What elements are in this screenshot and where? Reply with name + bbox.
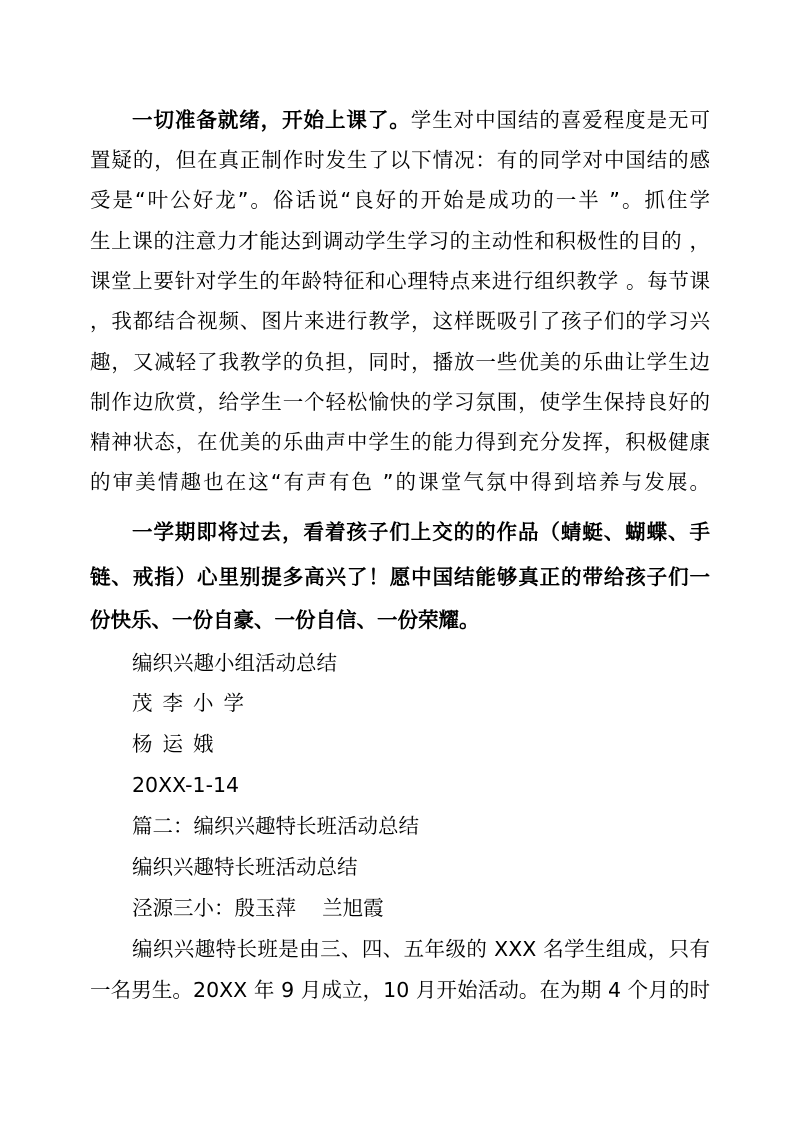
paragraph1-line-7: 趣，又减轻了我教学的负担，同时，播放一些优美的乐曲让学生边: [90, 350, 710, 374]
paragraph1-line-5: 课堂上要针对学生的年龄特征和心理特点来进行组织教学 。每节课: [90, 269, 710, 293]
paragraph1-line-1-rest: 学生对中国结的喜爱程度是无可: [410, 108, 710, 132]
paragraph1-line-10: 的审美情趣也在这“有声有色 ”的课堂气氛中得到培养与发展。: [90, 470, 710, 494]
section2-line-2: 一名男生。20XX 年 9 月成立，10 月开始活动。在为期 4 个月的时: [90, 978, 710, 1002]
paragraph1-line-9: 精神状态，在优美的乐曲声中学生的能力得到充分发挥，积极健康: [90, 430, 710, 454]
signature-date: 20XX-1-14: [132, 773, 240, 797]
section2-heading: 篇二：编织兴趣特长班活动总结: [132, 814, 419, 838]
section2-authors: 泾源三小：殷玉萍 兰旭霞: [132, 896, 384, 920]
paragraph1-bold-lead: 一切准备就绪，开始上课了。: [132, 108, 411, 132]
paragraph1-line-6: ，我都结合视频、图片来进行教学，这样既吸引了孩子们的学习兴: [90, 309, 710, 333]
section2-line-1: 编织兴趣特长班是由三、四、五年级的 XXX 名学生组成，只有: [132, 937, 710, 961]
paragraph1-line-2: 置疑的，但在真正制作时发生了以下情况：有的同学对中国结的感: [90, 148, 710, 172]
signature-title: 编织兴趣小组活动总结: [132, 651, 337, 675]
section2-subtitle: 编织兴趣特长班活动总结: [132, 855, 358, 879]
paragraph2-line-2: 链、戒指）心里别提多高兴了！愿中国结能够真正的带给孩子们一: [90, 565, 710, 589]
paragraph1-line-8: 制作边欣赏，给学生一个轻松愉快的学习氛围，使学生保持良好的: [90, 390, 710, 414]
paragraph1-line-3: 受是“叶公好龙”。俗话说“良好的开始是成功的一半 ”。抓住学: [90, 188, 710, 212]
signature-author: 杨运娥: [132, 732, 224, 756]
paragraph1-line-4: 生上课的注意力才能达到调动学生学习的主动性和积极性的目的 ，: [90, 229, 710, 253]
signature-school: 茂李小学: [132, 691, 254, 715]
paragraph2-line-3: 份快乐、一份自豪、一份自信、一份荣耀。: [90, 608, 480, 632]
paragraph2-line-1: 一学期即将过去，看着孩子们上交的的作品（蜻蜓、蝴蝶、手: [132, 520, 710, 544]
paragraph1-line-1: [132, 105, 710, 135]
